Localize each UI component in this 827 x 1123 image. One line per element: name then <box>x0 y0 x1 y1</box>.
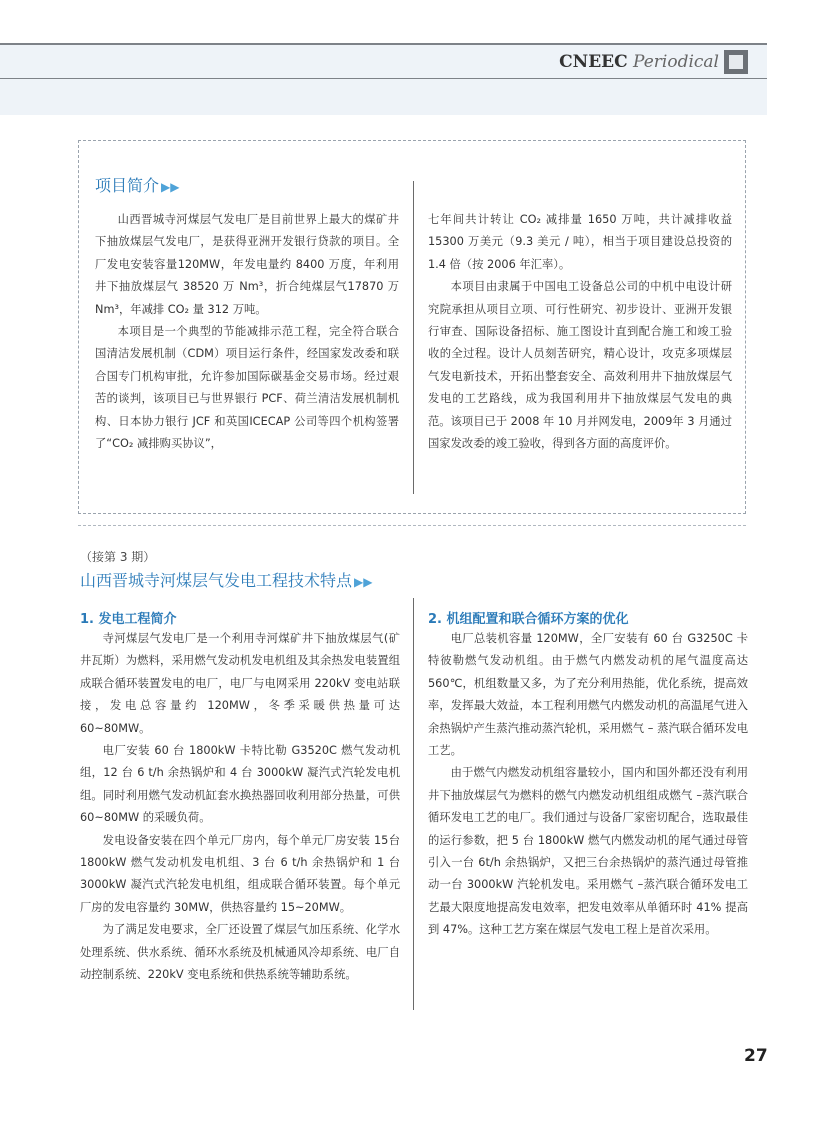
continued-note: （接第 3 期） <box>80 550 156 564</box>
body-paragraph: 由于燃气内燃发动机组容量较小，国内和国外都还没有利用井下抽放煤层气为燃料的燃气内燃发动机组组成燃气 –蒸汽联合循环发电工艺的电厂。我们通过与设备厂家密切配合，选取最佳的运行参数，把 5 台 1800kW 燃气内燃发动机的尾气通过母管引入一台 6t/h 余热锅炉，又把三台余热锅炉的蒸汽通过母管推动一台 3000kW 汽轮机发电。采用燃气 –蒸汽联合循环发电工艺最大限度地提高发电效率，把发电效率从单循环时 41% 提高到 47%。这种工艺方案在煤层气发电工程上是首次采用。 <box>428 766 748 937</box>
intro-title <box>95 173 179 196</box>
intro-paragraph: 本项目是一个典型的节能减排示范工程，完全符合联合国清洁发展机制（CDM）项目运行条件，经国家发改委和联合国专门机构审批，允许参加国际碳基金交易市场。经过艰苦的谈判，该项目已与世界银行 PCF、荷兰清洁发展机制机构、日本协力银行 JCF 和英国ICECAP 公司等四个机构签署了“CO₂ 减排购买协议”， <box>95 325 399 451</box>
body-column-divider <box>413 598 414 1010</box>
section2-column <box>428 628 748 942</box>
header-bottom-rule <box>0 78 767 79</box>
intro-column-divider <box>413 181 414 494</box>
double-arrow-icon: ▶▶ <box>161 180 180 194</box>
body-paragraph: 为了满足发电要求，全厂还设置了煤层气加压系统、化学水处理系统、供水系统、循环水系统及机械通风冷却系统、电厂自动控制系统、220kV 变电系统和供热系统等辅助系统。 <box>80 923 400 982</box>
body-paragraph: 发电设备安装在四个单元厂房内，每个单元厂房安装 15台 1800kW 燃气发动机发电机组、3 台 6 t/h 余热锅炉和 1 台3000kW 凝汽式汽轮发电机组，组成联合循环装置。每个单元厂房的发电容量约 30MW，供热容量约 15~20MW。 <box>80 833 400 914</box>
header-square-icon <box>724 50 748 74</box>
article-title <box>80 568 372 591</box>
periodical-header <box>559 52 719 72</box>
section-separator <box>78 525 746 526</box>
brand-name: CNEEC <box>559 52 628 72</box>
article-title-text: 山西晋城寺河煤层气发电工程技术特点 <box>80 571 353 590</box>
body-paragraph: 电厂总装机容量 120MW，全厂安装有 60 台 G3250C 卡特彼勒燃气发动机组。由于燃气内燃发动机的尾气温度高达560℃，机组数量又多，为了充分利用热能，优化系统，提高效率，发挥最大效益，本工程利用燃气内燃发动机的高温尾气进入余热锅炉产生蒸汽推动蒸汽轮机，采用燃气 – 蒸汽联合循环发电工艺。 <box>428 632 748 758</box>
intro-right-column <box>428 209 732 455</box>
section1-column <box>80 628 400 987</box>
intro-paragraph: 本项目由隶属于中国电工设备总公司的中机中电设计研究院承担从项目立项、可行性研究、初步设计、亚洲开发银行审查、国际设备招标、施工图设计直到配合施工和竣工验收的全过程。设计人员刻苦研究，精心设计，攻克多项煤层气发电新技术，开拓出整套安全、高效利用井下抽放煤层气发电的工艺路线，成为我国利用井下抽放煤层气发电的典范。该项目已于 2008 年 10 月并网发电，2009年 3 月通过国家发改委的竣工验收，得到各方面的高度评价。 <box>428 280 732 451</box>
double-arrow-icon: ▶▶ <box>354 575 373 589</box>
intro-title-text: 项目简介 <box>95 176 160 195</box>
intro-paragraph: 七年间共计转让 CO₂ 减排量 1650 万吨，共计减排收益15300 万美元（9.3 美元 / 吨），相当于项目建设总投资的 1.4 倍（按 2006 年汇率）。 <box>428 213 732 271</box>
intro-left-column <box>95 209 399 455</box>
section2-title: 2. 机组配置和联合循环方案的优化 <box>428 612 629 627</box>
page-number: 27 <box>744 1046 768 1066</box>
section1-title: 1. 发电工程简介 <box>80 612 177 627</box>
body-paragraph: 寺河煤层气发电厂是一个利用寺河煤矿井下抽放煤层气(矿井瓦斯）为燃料，采用燃气发动机发电机组及其余热发电装置组成联合循环装置发电的电厂，电厂与电网采用 220kV 变电站联接，发电总容量约 120MW，冬季采暖供热量可达 60~80MW。 <box>80 632 400 735</box>
intro-paragraph: 山西晋城寺河煤层气发电厂是目前世界上最大的煤矿井下抽放煤层气发电厂，是获得亚洲开发银行贷款的项目。全厂发电安装容量120MW，年发电量约 8400 万度，年利用井下抽放煤层气 38520 万 Nm³，折合纯煤层气17870 万 Nm³，年减排 CO₂ 量 312 万吨。 <box>95 213 399 316</box>
periodical-label: Periodical <box>633 52 719 72</box>
body-paragraph: 电厂安装 60 台 1800kW 卡特比勒 G3520C 燃气发动机组，12 台 6 t/h 余热锅炉和 4 台 3000kW 凝汽式汽轮发电机组。同时利用燃气发动机缸套水换热器回收利用部分热量，可供60~80MW 的采暖负荷。 <box>80 744 400 825</box>
header-top-rule <box>0 43 767 45</box>
